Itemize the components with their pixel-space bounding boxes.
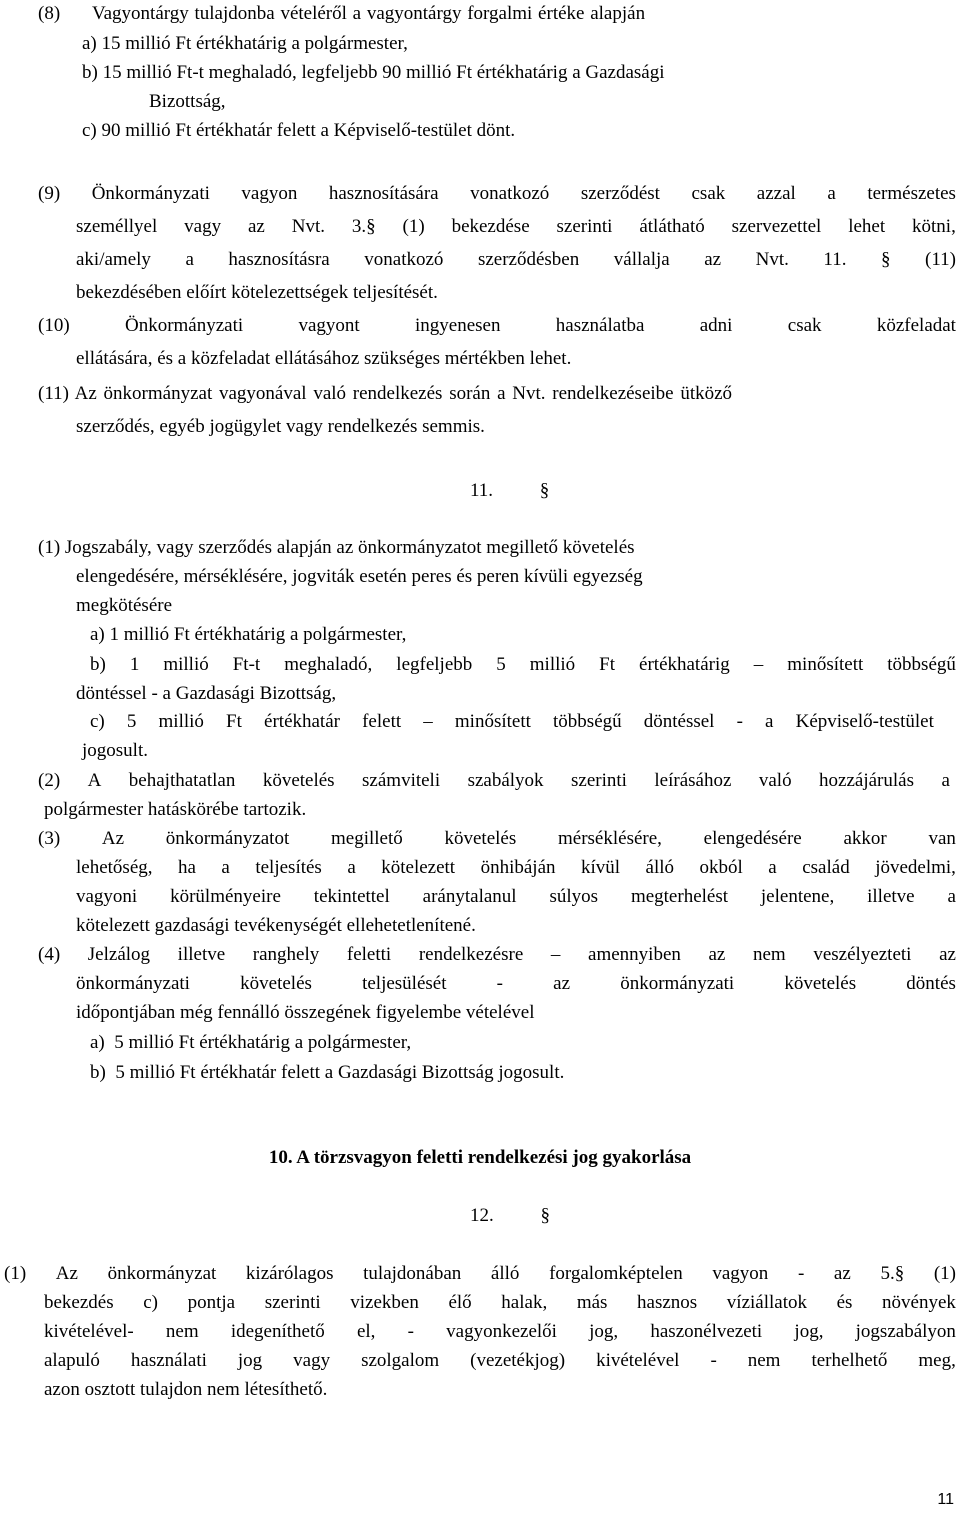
word: nem bbox=[753, 944, 786, 965]
s11-p3-line-1 bbox=[38, 828, 956, 850]
p9-line-3 bbox=[76, 249, 956, 271]
word: teljesülését bbox=[362, 973, 447, 994]
word: vagyonkezelői bbox=[446, 1321, 557, 1342]
word: ranghely bbox=[252, 944, 320, 965]
word: jog, bbox=[589, 1321, 619, 1342]
word: jog bbox=[237, 1350, 263, 1371]
s11-p1-line-2: elengedésére, mérséklésére, jogviták esetén peres és peren kívüli egyezség bbox=[76, 566, 643, 587]
word: követelés bbox=[784, 973, 857, 994]
s11-p1-line-3: megkötésére bbox=[76, 595, 173, 616]
word: önkormányzatot bbox=[165, 828, 290, 849]
word: Önkormányzati bbox=[91, 183, 210, 204]
section-12-heading: 12. § bbox=[470, 1205, 550, 1226]
word: a bbox=[185, 249, 194, 270]
s11-p2-line-2: polgármester hatáskörébe tartozik. bbox=[44, 799, 307, 820]
word: Ft bbox=[226, 711, 242, 732]
word: az bbox=[708, 944, 726, 965]
word: – bbox=[423, 711, 433, 732]
word: önhibáján bbox=[480, 857, 556, 878]
word: (3) bbox=[38, 828, 61, 849]
word: bekezdés bbox=[44, 1292, 114, 1313]
word: halak, bbox=[501, 1292, 548, 1313]
word: azzal bbox=[756, 183, 796, 204]
word: mérséklésére, bbox=[557, 828, 662, 849]
word: nem bbox=[747, 1350, 781, 1371]
s11-p2-line-1 bbox=[38, 770, 950, 792]
s11-p3-line-4: kötelezett gazdasági tevékenységét ellehetetlenítené. bbox=[76, 915, 476, 936]
s11-p4-line-2 bbox=[76, 973, 956, 995]
word: - bbox=[736, 711, 743, 732]
word: az bbox=[247, 216, 265, 237]
word: 5 bbox=[126, 711, 137, 732]
word: vonatkozó bbox=[364, 249, 444, 270]
word: veszélyezteti bbox=[813, 944, 912, 965]
word: amennyiben bbox=[588, 944, 681, 965]
word: (4) bbox=[38, 944, 61, 965]
word: vagy bbox=[293, 1350, 331, 1371]
word: behajthatatlan bbox=[128, 770, 236, 791]
word: az bbox=[704, 249, 722, 270]
word: önkormányzati bbox=[76, 973, 190, 994]
word: (1) bbox=[4, 1263, 27, 1284]
p9-line-2 bbox=[76, 216, 956, 238]
s11-p1-line-1: (1) Jogszabály, vagy szerződés alapján az önkormányzatot megillető követelés bbox=[38, 537, 635, 558]
word: leírásához bbox=[654, 770, 732, 791]
word: Ft bbox=[599, 654, 616, 675]
word: 11. bbox=[823, 249, 847, 270]
word: Jelzálog bbox=[87, 944, 151, 965]
p11-line-1: (11) Az önkormányzat vagyonával való rendelkezés során a Nvt. rendelkezéseibe ütköző bbox=[38, 383, 733, 404]
s12-p1-line-4 bbox=[44, 1350, 956, 1372]
word: csak bbox=[691, 183, 726, 204]
word: álló bbox=[490, 1263, 520, 1284]
word: önkormányzat bbox=[107, 1263, 217, 1284]
word: minősített bbox=[454, 711, 531, 732]
word: Nvt. bbox=[291, 216, 325, 237]
word: számviteli bbox=[362, 770, 441, 791]
word: (1) bbox=[402, 216, 425, 237]
word: aránytalanul bbox=[422, 886, 517, 907]
word: vagyon bbox=[712, 1263, 769, 1284]
s11-p4-line-3: időpontjában még fennálló összegének figyelembe vételével bbox=[76, 1002, 535, 1023]
word: adni bbox=[699, 315, 733, 336]
section-11-heading: 11. § bbox=[470, 480, 550, 501]
word: alapuló bbox=[44, 1350, 100, 1371]
word: meghaladó, bbox=[284, 654, 373, 675]
word: ingyenesen bbox=[415, 315, 501, 336]
word: akkor bbox=[843, 828, 887, 849]
word: vállalja bbox=[613, 249, 670, 270]
word: 5 bbox=[496, 654, 506, 675]
word: kizárólagos bbox=[245, 1263, 334, 1284]
word: – bbox=[550, 944, 561, 965]
word: való bbox=[758, 770, 792, 791]
word: minősített bbox=[787, 654, 864, 675]
word: – bbox=[753, 654, 764, 675]
s12-p1-line-2 bbox=[44, 1292, 956, 1314]
word: legfeljebb bbox=[396, 654, 473, 675]
word: szerinti bbox=[556, 216, 613, 237]
word: vagy bbox=[184, 216, 222, 237]
s11-p1-item-b bbox=[90, 654, 956, 676]
word: szerződésben bbox=[477, 249, 580, 270]
word: - bbox=[710, 1350, 717, 1371]
word: szerinti bbox=[571, 770, 627, 791]
word: szervezettel bbox=[731, 216, 822, 237]
word: jogszabályon bbox=[855, 1321, 956, 1342]
word: idegeníthető bbox=[230, 1321, 325, 1342]
p8-label: (8) bbox=[38, 3, 61, 24]
word: és bbox=[836, 1292, 853, 1313]
word: megterhelést bbox=[630, 886, 729, 907]
word: szabályok bbox=[467, 770, 544, 791]
p9-line-1 bbox=[38, 183, 956, 205]
word: felett bbox=[362, 711, 402, 732]
word: víziállatok bbox=[726, 1292, 807, 1313]
word: van bbox=[928, 828, 956, 849]
word: kivételével- bbox=[44, 1321, 134, 1342]
word: más bbox=[576, 1292, 608, 1313]
word: Nvt. bbox=[755, 249, 789, 270]
word: millió bbox=[158, 711, 204, 732]
word: millió bbox=[529, 654, 576, 675]
word: 5.§ bbox=[880, 1263, 905, 1284]
s12-p1-line-5: azon osztott tulajdon nem létesíthető. bbox=[44, 1379, 328, 1400]
s11-p1-item-a: a) 1 millió Ft értékhatárig a polgármester, bbox=[90, 624, 407, 645]
p8-intro: Vagyontárgy tulajdonba vételéről a vagyontárgy forgalmi értéke alapján bbox=[92, 3, 646, 24]
word: a bbox=[827, 183, 836, 204]
word: (2) bbox=[38, 770, 61, 791]
word: vagyont bbox=[298, 315, 360, 336]
word: a bbox=[768, 857, 777, 878]
word: § bbox=[880, 249, 891, 270]
word: csak bbox=[787, 315, 822, 336]
p10-line-2: ellátására, és a közfeladat ellátásához szükséges mértékben lehet. bbox=[76, 348, 572, 369]
word: természetes bbox=[867, 183, 956, 204]
word: tulajdonában bbox=[363, 1263, 462, 1284]
word: kivételével bbox=[596, 1350, 680, 1371]
word: hasznosítására bbox=[328, 183, 439, 204]
p10-line-1 bbox=[38, 315, 956, 337]
word: értékhatárig bbox=[639, 654, 730, 675]
word: illetve bbox=[867, 886, 915, 907]
word: személlyel bbox=[76, 216, 158, 237]
word: a bbox=[941, 770, 950, 791]
word: b) bbox=[90, 654, 106, 675]
word: értékhatár bbox=[264, 711, 340, 732]
word: feletti bbox=[346, 944, 392, 965]
word: átlátható bbox=[639, 216, 705, 237]
word: jelentene, bbox=[760, 886, 835, 907]
word: (10) bbox=[38, 315, 70, 336]
word: az bbox=[553, 973, 571, 994]
word: teljesítés bbox=[255, 857, 322, 878]
s11-p4-item-b: b) 5 millió Ft értékhatár felett a Gazdasági Bizottság jogosult. bbox=[90, 1062, 565, 1083]
word: döntéssel bbox=[643, 711, 715, 732]
word: pontja bbox=[187, 1292, 236, 1313]
word: súlyos bbox=[549, 886, 599, 907]
word: vagyon bbox=[241, 183, 298, 204]
word: - bbox=[496, 973, 503, 994]
word: A bbox=[87, 770, 102, 791]
word: bekezdése bbox=[451, 216, 530, 237]
word: használati bbox=[130, 1350, 207, 1371]
word: 1 bbox=[129, 654, 140, 675]
word: követelés bbox=[262, 770, 335, 791]
word: rendelkezésre bbox=[418, 944, 524, 965]
s11-p1-item-b-cont: döntéssel - a Gazdasági Bizottság, bbox=[76, 683, 337, 704]
word: kötni, bbox=[912, 216, 956, 237]
word: illetve bbox=[177, 944, 226, 965]
s11-p3-line-2 bbox=[76, 857, 956, 879]
word: önkormányzati bbox=[620, 973, 735, 994]
word: többségű bbox=[887, 654, 956, 675]
word: álló bbox=[645, 857, 675, 878]
word: a bbox=[347, 857, 356, 878]
page-number: 11 bbox=[937, 1491, 954, 1508]
word: kívül bbox=[581, 857, 621, 878]
s11-p3-line-3 bbox=[76, 886, 956, 908]
word: aki/amely bbox=[76, 249, 151, 270]
word: használatba bbox=[555, 315, 645, 336]
word: szerződést bbox=[580, 183, 660, 204]
word: millió bbox=[163, 654, 209, 675]
word: (1) bbox=[933, 1263, 956, 1284]
word: forgalomképtelen bbox=[549, 1263, 683, 1284]
word: vagyoni bbox=[76, 886, 138, 907]
word: - bbox=[797, 1263, 805, 1284]
word: hasznosításra bbox=[228, 249, 330, 270]
word: elengedésére bbox=[703, 828, 802, 849]
word: követelés bbox=[240, 973, 312, 994]
word: (vezetékjog) bbox=[470, 1350, 566, 1371]
p8-item-b-cont: Bizottság, bbox=[149, 91, 226, 112]
word: lehet bbox=[848, 216, 886, 237]
word: Ft-t bbox=[232, 654, 261, 675]
word: az bbox=[833, 1263, 851, 1284]
s11-p4-item-a: a) 5 millió Ft értékhatárig a polgármester, bbox=[90, 1032, 412, 1053]
word: az bbox=[939, 944, 956, 965]
word: - bbox=[407, 1321, 414, 1342]
s11-p4-line-1 bbox=[38, 944, 956, 966]
word: 3.§ bbox=[351, 216, 376, 237]
s11-p1-item-c-cont: jogosult. bbox=[82, 740, 148, 761]
word: hozzájárulás bbox=[819, 770, 914, 791]
word: el, bbox=[356, 1321, 376, 1342]
word: c) bbox=[90, 711, 105, 732]
word: c) bbox=[143, 1292, 159, 1313]
word: tekintettel bbox=[313, 886, 390, 907]
word: hasznos bbox=[637, 1292, 698, 1313]
word: szerinti bbox=[264, 1292, 321, 1313]
word: (9) bbox=[38, 183, 61, 204]
word: vizekben bbox=[350, 1292, 419, 1313]
word: lehetőség, bbox=[76, 857, 153, 878]
word: (11) bbox=[925, 249, 956, 270]
word: ha bbox=[178, 857, 196, 878]
word: Az bbox=[55, 1263, 78, 1284]
word: jövedelmi, bbox=[875, 857, 956, 878]
s12-p1-line-3 bbox=[44, 1321, 956, 1343]
p9-line-4: bekezdésében előírt kötelezettségek teljesítését. bbox=[76, 282, 438, 303]
word: követelés bbox=[444, 828, 517, 849]
p8-item-c: c) 90 millió Ft értékhatár felett a Képviselő-testület dönt. bbox=[82, 120, 516, 141]
word: Az bbox=[101, 828, 125, 849]
word: döntés bbox=[906, 973, 956, 994]
s11-p1-item-c bbox=[90, 711, 934, 733]
p11-line-2: szerződés, egyéb jogügylet vagy rendelkezés semmis. bbox=[76, 416, 485, 437]
word: vonatkozó bbox=[470, 183, 550, 204]
word: körülményeire bbox=[170, 886, 281, 907]
s12-p1-line-1 bbox=[4, 1263, 956, 1285]
word: növények bbox=[882, 1292, 956, 1313]
word: kötelezett bbox=[381, 857, 456, 878]
word: család bbox=[802, 857, 850, 878]
word: közfeladat bbox=[876, 315, 956, 336]
word: élő bbox=[448, 1292, 472, 1313]
word: Önkormányzati bbox=[124, 315, 244, 336]
word: megillető bbox=[330, 828, 403, 849]
word: nem bbox=[165, 1321, 199, 1342]
word: többségű bbox=[553, 711, 622, 732]
word: terhelhető bbox=[811, 1350, 888, 1371]
word: Képviselő-testület bbox=[795, 711, 934, 732]
word: a bbox=[221, 857, 230, 878]
word: a bbox=[765, 711, 774, 732]
p8-item-a: a) 15 millió Ft értékhatárig a polgármester, bbox=[82, 33, 408, 54]
word: meg, bbox=[918, 1350, 956, 1371]
word: haszonélvezeti bbox=[650, 1321, 763, 1342]
word: jog, bbox=[794, 1321, 824, 1342]
word: a bbox=[947, 886, 956, 907]
word: szolgalom bbox=[361, 1350, 440, 1371]
p8-item-b: b) 15 millió Ft-t meghaladó, legfeljebb 90 millió Ft értékhatárig a Gazdasági bbox=[82, 62, 665, 83]
word: okból bbox=[699, 857, 743, 878]
chapter-10-title: 10. A törzsvagyon feletti rendelkezési jog gyakorlása bbox=[268, 1147, 692, 1168]
